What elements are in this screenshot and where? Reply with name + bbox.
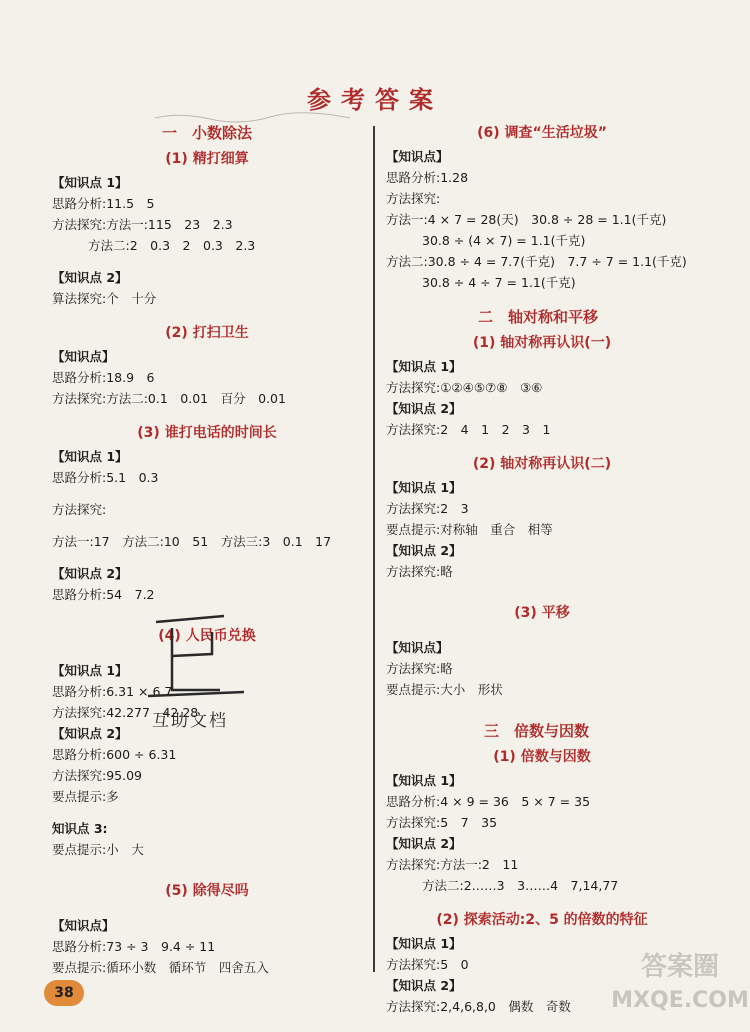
knowledge-point-label: 【知识点 1】 <box>386 480 462 495</box>
answer-line: 方法探究:方法一:115 23 2.3 <box>52 217 233 232</box>
knowledge-point-label: 【知识点】 <box>52 349 115 364</box>
answer-line: 方法探究:5 7 35 <box>386 815 498 830</box>
knowledge-point-label: 【知识点 1】 <box>52 175 128 190</box>
knowledge-point-label: 【知识点 2】 <box>386 401 462 416</box>
lesson-heading: (2) 轴对称再认识(二) <box>472 456 612 472</box>
answer-line: 方法探究:方法二:0.1 0.01 百分 0.01 <box>52 391 286 406</box>
answer-line: 方法探究:①②④⑤⑦⑧ ③⑥ <box>386 380 543 395</box>
answer-line: 方法探究:方法一:2 11 <box>386 857 519 872</box>
answer-line: 思路分析:11.5 5 <box>52 196 155 211</box>
knowledge-point-label: 【知识点 1】 <box>386 359 462 374</box>
knowledge-point-label: 【知识点 1】 <box>52 663 128 678</box>
knowledge-point-label: 知识点 3: <box>52 821 108 836</box>
answer-line: 方法一:17 方法二:10 51 方法三:3 0.1 17 <box>52 534 332 549</box>
answer-line: 方法探究: <box>386 191 441 206</box>
unit-heading: 一 小数除法 <box>162 124 253 142</box>
knowledge-point-label: 【知识点 2】 <box>386 543 462 558</box>
lesson-heading: (1) 精打细算 <box>165 151 249 167</box>
watermark-url: MXQE.COM <box>611 988 749 1013</box>
right-column <box>386 120 698 1017</box>
knowledge-point-label: 【知识点 1】 <box>52 449 128 464</box>
lesson-heading: (2) 打扫卫生 <box>165 325 249 341</box>
answer-line: 方法探究:2 4 1 2 3 1 <box>386 422 551 437</box>
answer-line: 思路分析:1.28 <box>386 170 469 185</box>
answer-line: 方法探究:42.277 42.28 <box>52 705 199 720</box>
knowledge-point-label: 【知识点 2】 <box>386 836 462 851</box>
answer-line: 要点提示:循环小数 循环节 四舍五入 <box>52 960 269 975</box>
answer-line: 要点提示:对称轴 重合 相等 <box>386 522 553 537</box>
lesson-heading: (6) 调查“生活垃圾” <box>477 125 607 141</box>
stamp-text: 互助文档 <box>152 711 228 731</box>
answer-line: 要点提示:小 大 <box>52 842 144 857</box>
knowledge-point-label: 【知识点 2】 <box>52 566 128 581</box>
page-number-badge: 38 <box>44 980 84 1006</box>
watermark-logo <box>610 950 750 1018</box>
answer-line: 方法探究:略 <box>386 661 453 676</box>
answer-line: 思路分析:4 × 9 = 36 5 × 7 = 35 <box>386 794 591 809</box>
answer-line: 方法二:2 0.3 2 0.3 2.3 <box>88 238 256 253</box>
answer-line: 方法探究:95.09 <box>52 768 142 783</box>
left-column <box>52 120 362 978</box>
answer-line: 30.8 ÷ 4 ÷ 7 = 1.1(千克) <box>422 275 576 290</box>
knowledge-point-label: 【知识点 1】 <box>386 936 462 951</box>
answer-line: 思路分析:5.1 0.3 <box>52 470 159 485</box>
answer-line: 思路分析:73 ÷ 3 9.4 ÷ 11 <box>52 939 216 954</box>
lesson-heading: (3) 平移 <box>514 605 570 621</box>
knowledge-point-label: 【知识点】 <box>386 640 449 655</box>
answer-line: 方法探究:2,4,6,8,0 偶数 奇数 <box>386 999 571 1014</box>
answer-line: 方法探究: <box>52 502 107 517</box>
answer-line: 思路分析:600 ÷ 6.31 <box>52 747 177 762</box>
lesson-heading: (1) 轴对称再认识(一) <box>472 335 612 351</box>
lesson-heading: (5) 除得尽吗 <box>165 883 249 899</box>
knowledge-point-label: 【知识点】 <box>386 149 449 164</box>
knowledge-point-label: 【知识点】 <box>52 918 115 933</box>
answer-line: 方法探究:略 <box>386 564 453 579</box>
lesson-heading: (3) 谁打电话的时间长 <box>137 425 277 441</box>
answer-line: 30.8 ÷ (4 × 7) = 1.1(千克) <box>422 233 586 248</box>
lesson-heading: (4) 人民币兑换 <box>158 628 256 644</box>
answer-line: 要点提示:大小 形状 <box>386 682 503 697</box>
answer-line: 方法探究:2 3 <box>386 501 469 516</box>
answer-line: 方法二:30.8 ÷ 4 = 7.7(千克) 7.7 ÷ 7 = 1.1(千克) <box>386 254 687 269</box>
answer-line: 思路分析:54 7.2 <box>52 587 155 602</box>
unit-heading: 二 轴对称和平移 <box>478 308 599 326</box>
column-divider <box>373 126 375 972</box>
unit-heading: 三 倍数与因数 <box>484 722 590 740</box>
answer-line: 思路分析:18.9 6 <box>52 370 155 385</box>
answer-line: 方法二:2……3 3……4 7,14,77 <box>422 878 619 893</box>
answer-line: 方法探究:5 0 <box>386 957 469 972</box>
knowledge-point-label: 【知识点 2】 <box>52 726 128 741</box>
lesson-heading: (2) 探索活动:2、5 的倍数的特征 <box>436 912 648 928</box>
answer-line: 思路分析:6.31 × 6.7 <box>52 684 173 699</box>
knowledge-point-label: 【知识点 1】 <box>386 773 462 788</box>
page-title: 参考答案 <box>307 85 443 114</box>
watermark-text: 答案圈 <box>640 952 719 982</box>
answer-line: 方法一:4 × 7 = 28(天) 30.8 ÷ 28 = 1.1(千克) <box>386 212 667 227</box>
answer-line: 要点提示:多 <box>52 789 119 804</box>
knowledge-point-label: 【知识点 2】 <box>52 270 128 285</box>
knowledge-point-label: 【知识点 2】 <box>386 978 462 993</box>
answer-line: 算法探究:个 十分 <box>52 291 157 306</box>
lesson-heading: (1) 倍数与因数 <box>493 749 591 765</box>
